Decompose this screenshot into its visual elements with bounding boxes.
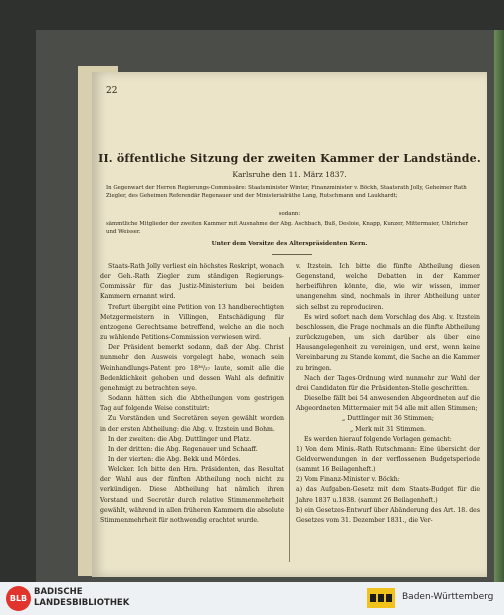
attendance-paragraph: In Gegenwart der Herren Regierungs-Commissäre: Staatsminister Winter, Finanzminister v. Böckh, Staatsrath Jolly, Geheimer Rath Ziegler, des Geheimen Referendär Regenauer und der Ministerialräthe Lang, Rutschmann und Laukhardt;: [106, 185, 467, 199]
paragraph: v. Itzstein. Ich bitte die fünfte Abtheilung diesen Gegenstand, welche Debatten in der Kammer herbeiführen könnte, die, wie wir wissen, immer unangenehm sind, nochmals in ihrer Abtheilung unter sich selbst zu reproduciren.: [296, 263, 480, 311]
paragraph: In der vierten: die Abg. Bekk und Mördes.: [108, 455, 241, 463]
paragraph: „ Duttlinger mit 36 Stimmen;: [342, 415, 434, 423]
paragraph: 1) Von dem Minis.-Rath Rutschmann: Eine übersicht der Geldverwendungen in der verflossenen Budgetsperiode (sammt 16 Beilagenheft.): [296, 445, 480, 474]
blb-logo[interactable]: BLB: [6, 586, 31, 611]
session-title: II. öffentliche Sitzung der zweiten Kammer der Landstände.: [98, 152, 481, 165]
heading-rule: [272, 254, 312, 255]
sodann-label: sodann:: [278, 211, 301, 217]
paragraph: Staats-Rath Jolly verliest ein höchstes Reskript, wonach der Geh.-Rath Ziegler zum ständigen Regierungs-Commissär für das Justiz-Ministerium bei beiden Kammern ernannt wird.: [100, 263, 284, 301]
paragraph: b) ein Gesetzes-Entwurf über Abänderung des Art. 18. des Gesetzes vom 31. Dezember 1831., die Ver-: [296, 506, 480, 524]
state-label: Baden-Württemberg: [402, 592, 494, 602]
library-footer: [0, 582, 504, 615]
paragraph: „ Merk mit 31 Stimmen.: [349, 425, 427, 433]
paragraph: a) das Aufgaben-Gesetz mit dem Staats-Budget für die Jahre 1837 u.1838. (sammt 26 Beilagenheft.): [296, 486, 480, 504]
paragraph: Dieselbe fällt bei 54 anwesenden Abgeordneten auf die Abgeordneten Mittermaier mit 54 alle mit allen Stimmen;: [296, 395, 480, 413]
page-number: 22: [106, 86, 118, 96]
left-column: [100, 262, 284, 526]
baden-wuerttemberg-lions-icon: [367, 588, 395, 608]
paragraph: Welcker. Ich bitte den Hrn. Präsidenten, das Resultat der Wahl aus der fünften Abtheilung noch nicht zu verkündigen. Diese Abtheilung hat nämlich ihren Vorstand und Secretär durch relative Stimmenmehrheit gewählt, während in allen früheren Kammern die absolute Stimmenmehrheit für nothwendig erachtet wurde.: [100, 466, 284, 524]
right-column: [296, 262, 480, 526]
column-divider: [289, 337, 290, 562]
paragraph: In der dritten: die Abg. Regenauer und Schaaff.: [108, 445, 258, 453]
library-name-line1: BADISCHE: [34, 587, 83, 597]
document-page: [92, 72, 487, 577]
library-name-line2: LANDESBIBLIOTHEK: [34, 598, 130, 608]
paragraph: Es werden hierauf folgende Vorlagen gemacht:: [304, 435, 452, 443]
paragraph: In der zweiten: die Abg. Duttlinger und Platz.: [108, 435, 252, 443]
chair-line: Unter dem Vorsitze des Alterspräsidenten Kern.: [211, 241, 368, 247]
paragraph: Nach der Tages-Ordnung wird nunmehr zur Wahl der drei Candidaten für die Präsidenten-Stelle geschritten.: [296, 374, 480, 392]
book-cover-edge: [494, 30, 504, 582]
paragraph: Der Präsident bemerkt sodann, daß der Abg. Christ nunmehr den Ausweis vorgelegt habe, wonach sein Weinhandlungs-Patent pro 18³⁶/₃₇ laute, somit alle die Bedenklichkeit gehoben und dessen Wahl als definitiv genehmigt zu betrachten seye.: [100, 344, 284, 392]
paragraph: Zu Vorständen und Secretären seyen gewählt worden in der ersten Abtheilung: die Abg. v. Itzstein und Bohm.: [100, 415, 284, 433]
library-name: [34, 587, 129, 609]
paragraph: Trefurt übergibt eine Petition von 13 handberechtigten Metzgermeistern in Villingen, Entschädigung für entzogene Gerechtsame betreffend, welche an die noch zu wählende Petitions-Commission verwiesen wird.: [100, 303, 284, 342]
paragraph: 2) Vom Finanz-Minister v. Böckh:: [296, 476, 400, 484]
members-paragraph: sämmtliche Mitglieder der zweiten Kammer mit Ausnahme der Abg. Aschbach, Buß, Desloie, Knapp, Kunzer, Mittermaier, Uhlricher und Weisser.: [106, 221, 469, 235]
session-date: Karlsruhe den 11. März 1837.: [232, 170, 347, 179]
paragraph: Sodann hätten sich die Abtheilungen vom gestrigen Tag auf folgende Weise constituirt:: [100, 395, 284, 413]
paragraph: Es wird sofort nach dem Vorschlag des Abg. v. Itzstein beschlossen, die Frage nochmals an die fünfte Abtheilung zurückzugeben, um sich darüber als über eine Hausangelegenheit zu vereinigen, und erst, wenn keine Vereinbarung zu Stande kommt, die Sache an die Kammer zu bringen.: [296, 313, 480, 372]
